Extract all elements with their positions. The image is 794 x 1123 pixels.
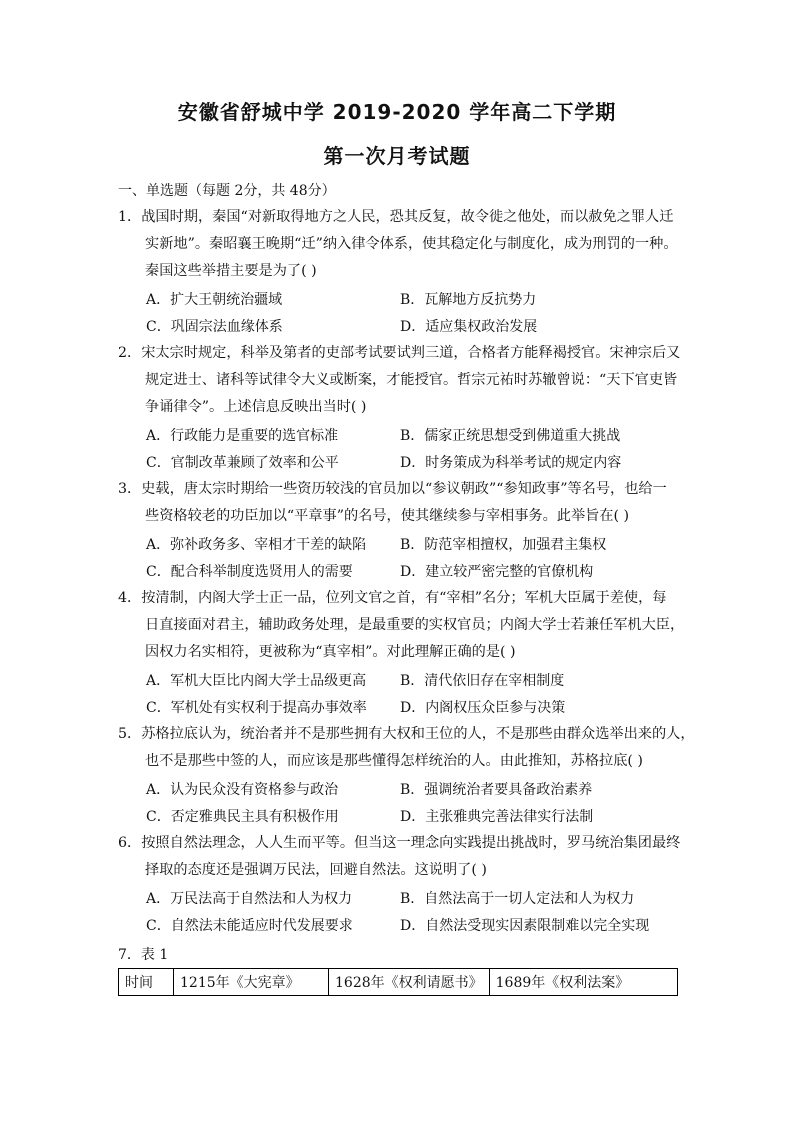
question-1-option-b[interactable]: B．瓦解地方反抗势力	[400, 292, 537, 308]
table-cell-bill-of-rights: 1689年《权利法案》	[489, 969, 677, 996]
question-7-label: 7．表 1	[118, 947, 169, 963]
question-5-line-1: 5．苏格拉底认为，统治者并不是那些拥有大权和王位的人，不是那些由群众选举出来的人，	[118, 726, 695, 742]
question-1-line-2: 实新地”。秦昭襄王晚期“迁”纳入律令体系，使其稳定化与制度化，成为刑罚的一种。	[145, 236, 678, 252]
question-6	[118, 830, 681, 884]
table-row	[119, 969, 678, 996]
question-3-option-a[interactable]: A．弥补政务多、宰相才干差的缺陷	[146, 537, 367, 553]
question-4-option-a[interactable]: A．军机大臣比内阁大学士品级更高	[146, 673, 367, 689]
question-6-option-b[interactable]: B．自然法高于一切人定法和人为权力	[400, 891, 635, 907]
question-6-line-1: 6．按照自然法理念，人人生而平等。但当这一理念向实践提出挑战时，罗马统治集团最终	[118, 835, 681, 851]
question-2-line-1: 2．宋太宗时规定，科举及第者的吏部考试要试判三道，合格者方能释褐授官。宋神宗后又	[118, 345, 681, 361]
question-1	[118, 204, 678, 285]
question-6-option-d[interactable]: D．自然法受现实因素限制难以完全实现	[400, 918, 650, 934]
section-heading: 一、单选题（每题 2分，共 48分）	[118, 183, 336, 199]
question-1-option-a[interactable]: A．扩大王朝统治疆域	[146, 292, 283, 308]
question-5-line-2: 也不是那些中签的人，而应该是那些懂得怎样统治的人。由此推知，苏格拉底( )	[145, 753, 643, 769]
question-6-option-c[interactable]: C．自然法未能适应时代发展要求	[146, 918, 353, 934]
table-cell-petition-of-right: 1628年《权利请愿书》	[329, 969, 490, 996]
question-5	[118, 721, 695, 775]
question-2-line-3: 争诵律令”。上述信息反映出当时( )	[145, 399, 367, 415]
question-1-option-c[interactable]: C．巩固宗法血缘体系	[146, 319, 283, 335]
question-5-option-a[interactable]: A．认为民众没有资格参与政治	[146, 782, 339, 798]
question-6-option-a[interactable]: A．万民法高于自然法和人为权力	[146, 891, 353, 907]
exam-title-line2: 第一次月考试题	[323, 144, 471, 168]
question-4	[118, 585, 685, 666]
question-1-option-d[interactable]: D．适应集权政治发展	[400, 319, 538, 335]
question-6-line-2: 择取的态度还是强调万民法，回避自然法。这说明了( )	[145, 862, 487, 878]
question-3-line-2: 些资格较老的功臣加以“平章事”的名号，使其继续参与宰相事务。此举旨在( )	[145, 508, 630, 524]
question-5-option-c[interactable]: C．否定雅典民主具有积极作用	[146, 809, 339, 825]
question-4-line-1: 4．按清制，内阁大学士正一品，位列文官之首，有“宰相”名分；军机大臣属于差使，每	[118, 590, 667, 606]
question-1-line-3: 秦国这些举措主要是为了( )	[145, 263, 317, 279]
question-3-option-c[interactable]: C．配合科举制度选贤用人的需要	[146, 564, 353, 580]
question-3-option-d[interactable]: D．建立较严密完整的官僚机构	[400, 564, 594, 580]
question-1-line-1: 1．战国时期，秦国“对新取得地方之人民，恐其反复，故令徙之他处，而以赦免之罪人迁	[118, 209, 674, 225]
question-2-option-b[interactable]: B．儒家正统思想受到佛道重大挑战	[400, 428, 621, 444]
question-5-option-b[interactable]: B．强调统治者要具备政治素养	[400, 782, 593, 798]
question-4-option-c[interactable]: C．军机处有实权利于提高办事效率	[146, 700, 367, 716]
question-2-option-a[interactable]: A．行政能力是重要的选官标准	[146, 428, 339, 444]
question-7-table	[118, 968, 678, 996]
exam-title-line1: 安徽省舒城中学 2019-2020 学年高二下学期	[177, 100, 617, 124]
question-4-option-b[interactable]: B．清代依旧存在宰相制度	[400, 673, 565, 689]
question-2	[118, 340, 681, 421]
question-4-option-d[interactable]: D．内阁权压众臣参与决策	[400, 700, 566, 716]
question-2-line-2: 规定进士、诸科等试律令大义或断案，才能授官。哲宗元祐时苏辙曾说：“天下官吏皆	[145, 372, 678, 388]
question-3-line-1: 3．史载，唐太宗时期给一些资历较浅的官员加以“参议朝政”“参知政事”等名号，也给一	[118, 481, 667, 497]
question-4-line-3: 因权力名实相符，更被称为“真宰相”。对此理解正确的是( )	[145, 644, 516, 660]
question-3	[118, 476, 678, 530]
question-4-line-2: 日直接面对君主，辅助政务处理，是最重要的实权官员；内阁大学士若兼任军机大臣，	[145, 617, 685, 633]
question-2-option-c[interactable]: C．官制改革兼顾了效率和公平	[146, 455, 339, 471]
question-2-option-d[interactable]: D．时务策成为科举考试的规定内容	[400, 455, 622, 471]
question-3-option-b[interactable]: B．防范宰相擅权，加强君主集权	[400, 537, 607, 553]
table-cell-time: 时间	[119, 969, 174, 996]
table-cell-magna-carta: 1215年《大宪章》	[174, 969, 329, 996]
question-5-option-d[interactable]: D．主张雅典完善法律实行法制	[400, 809, 594, 825]
